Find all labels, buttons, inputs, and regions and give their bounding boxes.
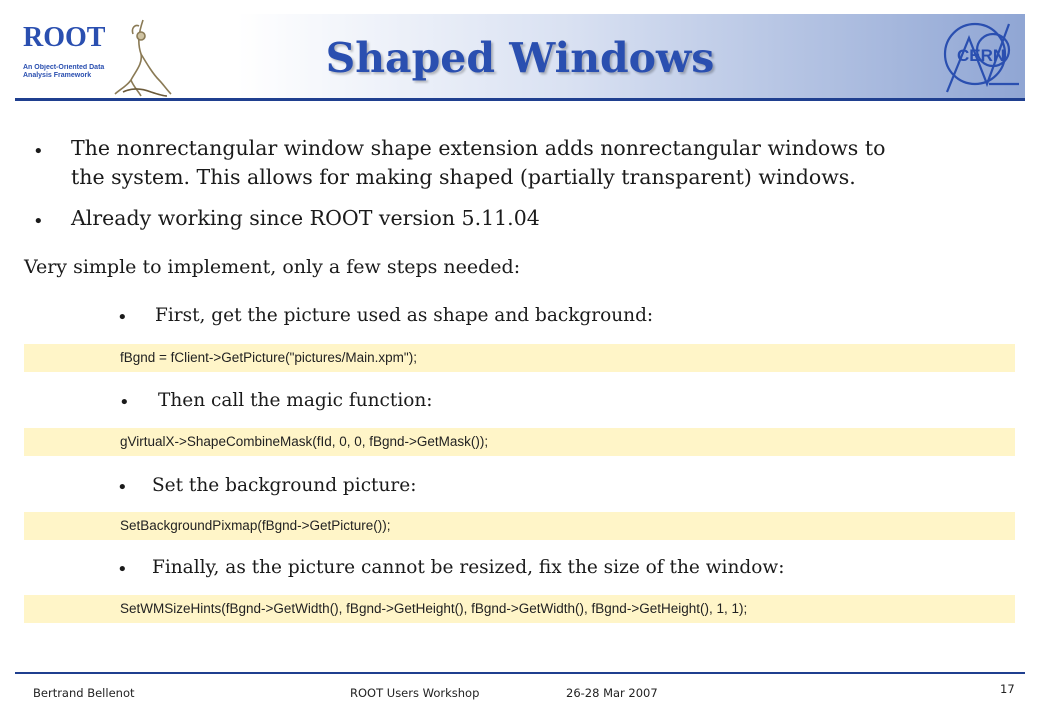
page-number: 17 (1000, 682, 1015, 696)
step-bullet-dot: • (117, 559, 128, 580)
step-4-text: Finally, as the picture cannot be resized, fix the size of the window: (152, 557, 785, 578)
bullet-2 (71, 204, 971, 233)
bullet-dot: • (33, 141, 44, 162)
bullet-1-line-1: The nonrectangular window shape extension adds nonrectangular windows to (71, 136, 886, 160)
bullet-dot: • (33, 211, 44, 232)
footer-author: Bertrand Bellenot (33, 686, 135, 700)
code-line-2: gVirtualX->ShapeCombineMask(fId, 0, 0, fBgnd->GetMask()); (120, 434, 489, 449)
step-bullet-dot: • (117, 307, 128, 328)
root-logo-subtitle: An Object-Oriented Data Analysis Framework (23, 64, 105, 79)
code-line-3: SetBackgroundPixmap(fBgnd->GetPicture()); (120, 518, 391, 533)
step-3-text: Set the background picture: (152, 475, 417, 496)
bullet-1-line-2: the system. This allows for making shaped (partially transparent) windows. (71, 165, 856, 189)
bullet-2-line-1: Already working since ROOT version 5.11.04 (71, 206, 540, 230)
code-line-4: SetWMSizeHints(fBgnd->GetWidth(), fBgnd->GetHeight(), fBgnd->GetWidth(), fBgnd->GetHeight(), 1, 1); (120, 601, 748, 616)
step-2-text: Then call the magic function: (158, 390, 433, 411)
bullet-1 (71, 134, 1021, 192)
root-logo-wordmark: ROOT (23, 22, 106, 53)
footer-event: ROOT Users Workshop (350, 686, 480, 700)
lead-text: Very simple to implement, only a few steps needed: (24, 256, 521, 278)
step-1-text: First, get the picture used as shape and background: (155, 305, 654, 326)
footer-date: 26-28 Mar 2007 (566, 686, 658, 700)
footer-divider (15, 672, 1025, 674)
step-bullet-dot: • (119, 392, 130, 413)
code-line-1: fBgnd = fClient->GetPicture("pictures/Main.xpm"); (120, 350, 417, 365)
cern-logo-wordmark: CERN (957, 46, 1006, 65)
step-bullet-dot: • (117, 477, 128, 498)
slide-title: Shaped Windows (325, 34, 715, 82)
